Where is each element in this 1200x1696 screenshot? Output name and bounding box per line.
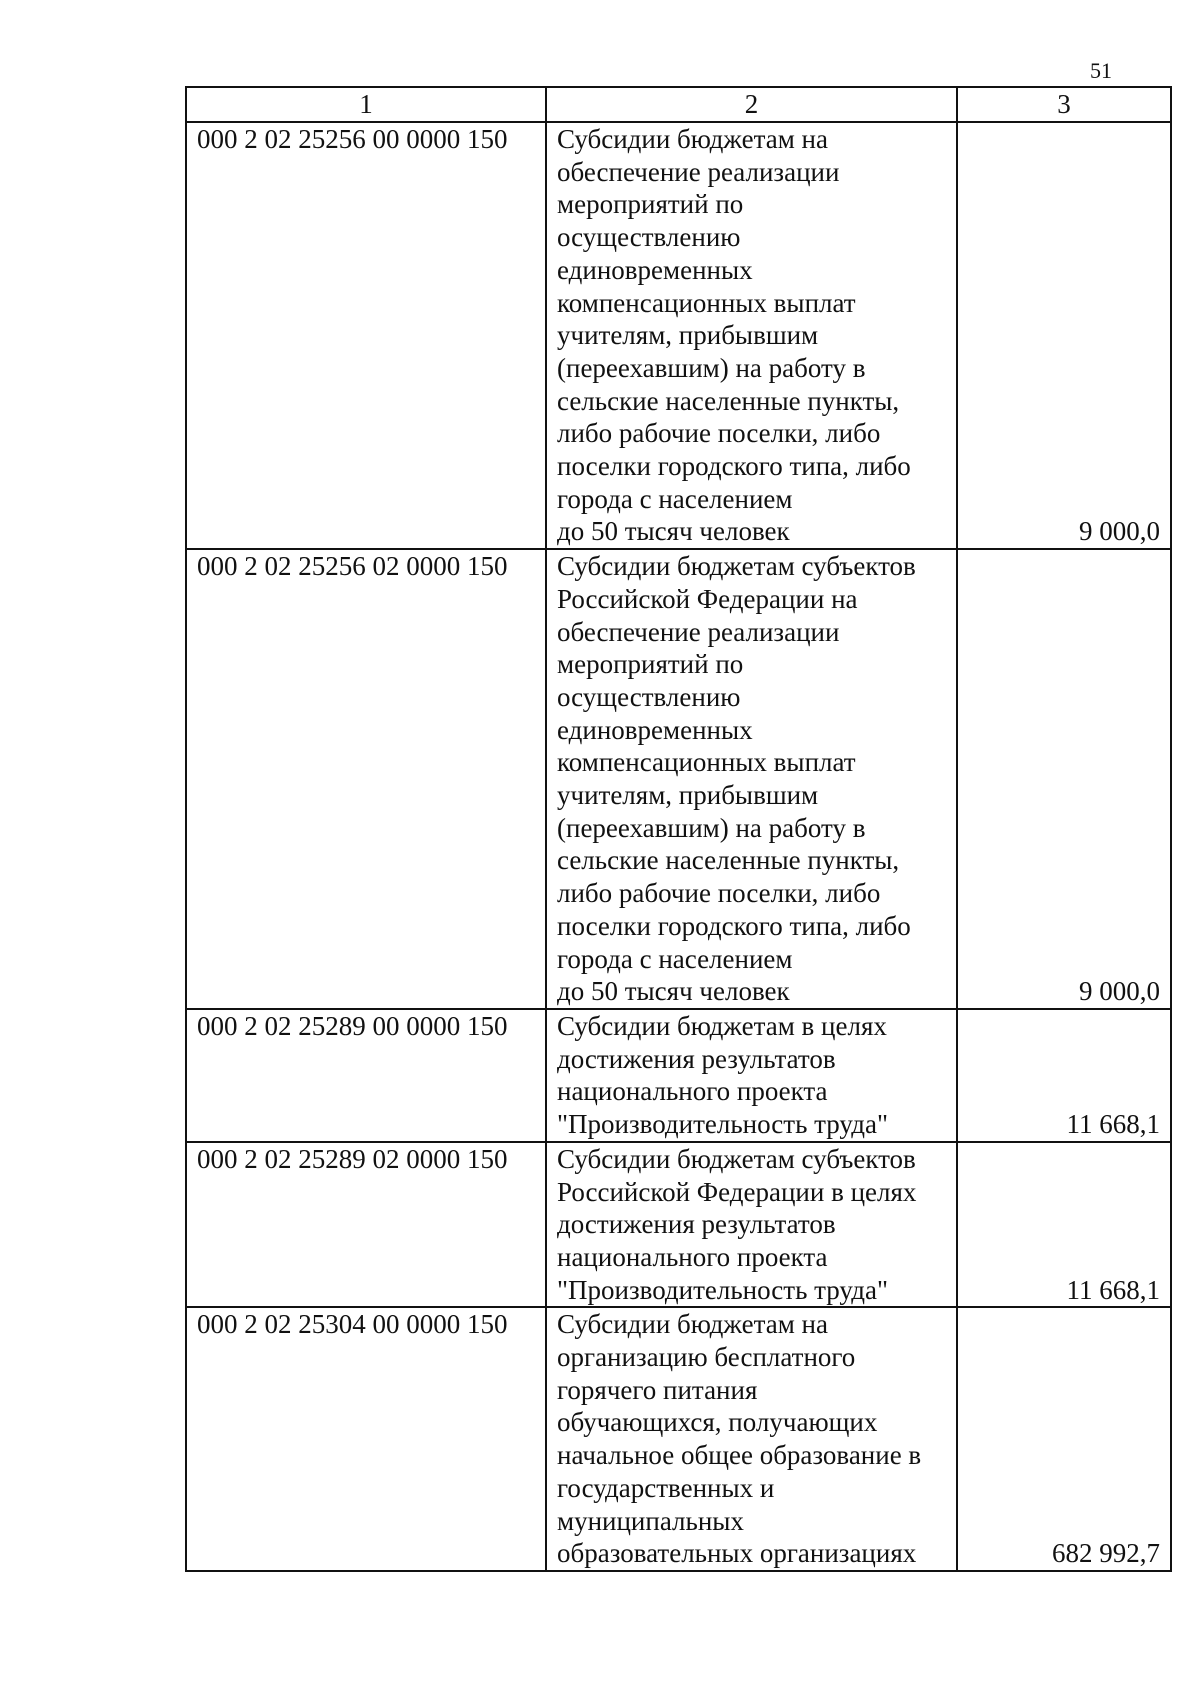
description-cell: Субсидии бюджетам на организацию бесплатного горячего питания обучающихся, получающих начальное общее образование в государственных и муниципальных образовательных организациях — [546, 1307, 957, 1571]
description-cell: Субсидии бюджетам в целях достижения результатов национального проекта "Производительность труда" — [546, 1009, 957, 1142]
budget-code-cell: 000 2 02 25256 02 0000 150 — [186, 549, 546, 1009]
amount-cell: 11 668,1 — [957, 1142, 1171, 1308]
amount-cell: 9 000,0 — [957, 122, 1171, 549]
header-row — [186, 87, 1171, 122]
budget-code-cell: 000 2 02 25289 02 0000 150 — [186, 1142, 546, 1308]
amount-cell: 9 000,0 — [957, 549, 1171, 1009]
table-row — [186, 122, 1171, 549]
budget-code-cell: 000 2 02 25304 00 0000 150 — [186, 1307, 546, 1571]
column-header-2: 2 — [546, 87, 957, 122]
table-row — [186, 1142, 1171, 1308]
description-cell: Субсидии бюджетам субъектов Российской Федерации на обеспечение реализации мероприятий по осуществлению единовременных компенсационных выплат учителям, прибывшим (переехавшим) на работу в сельские населенные пункты, либо рабочие поселки, либо поселки городского типа, либо города с населением до 50 тысяч человек — [546, 549, 957, 1009]
table-row — [186, 549, 1171, 1009]
table-row — [186, 1009, 1171, 1142]
column-header-1: 1 — [186, 87, 546, 122]
description-cell: Субсидии бюджетам субъектов Российской Федерации в целях достижения результатов национального проекта "Производительность труда" — [546, 1142, 957, 1308]
amount-cell: 682 992,7 — [957, 1307, 1171, 1571]
budget-code-cell: 000 2 02 25256 00 0000 150 — [186, 122, 546, 549]
description-cell: Субсидии бюджетам на обеспечение реализации мероприятий по осуществлению единовременных компенсационных выплат учителям, прибывшим (переехавшим) на работу в сельские населенные пункты, либо рабочие поселки, либо поселки городского типа, либо города с населением до 50 тысяч человек — [546, 122, 957, 549]
page-number: 51 — [1090, 58, 1112, 83]
amount-cell: 11 668,1 — [957, 1009, 1171, 1142]
budget-code-cell: 000 2 02 25289 00 0000 150 — [186, 1009, 546, 1142]
table-row — [186, 1307, 1171, 1571]
column-header-3: 3 — [957, 87, 1171, 122]
budget-table — [185, 86, 1172, 1572]
